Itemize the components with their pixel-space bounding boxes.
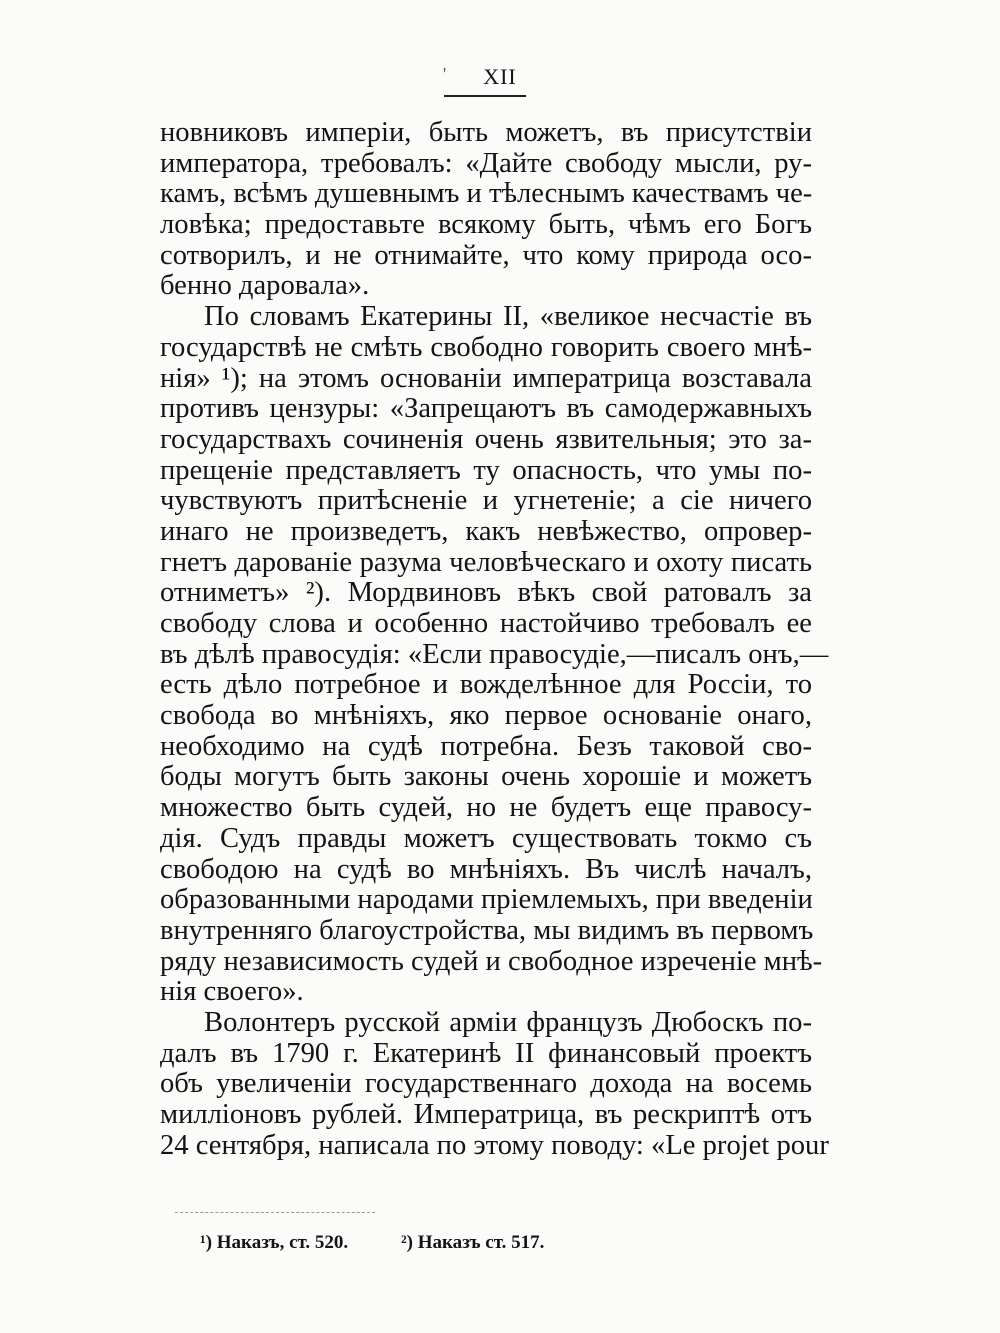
text-line: отниметъ» ²). Мордвиновъ вѣкъ свой ратовалъ за — [160, 577, 812, 609]
text-line: Волонтеръ русской арміи французъ Дюбоскъ по- — [204, 1006, 812, 1038]
page-header — [0, 64, 1000, 90]
text-line: въ дѣлѣ правосудія: «Если правосудіе,—писалъ онъ,— — [160, 638, 829, 670]
text-line: чувствуютъ притѣсненіе и угнетеніе; а сіе ничего — [160, 485, 812, 517]
text-line: государствѣ не смѣть свободно говорить своего мнѣ- — [160, 331, 812, 363]
text-line: ряду независимость судей и свободное изреченіе мнѣ- — [160, 945, 823, 977]
text-line: дія. Судъ правды можетъ существовать токмо съ — [160, 822, 812, 854]
text-line: множество быть судей, но не будетъ еще правосу- — [160, 792, 812, 824]
text-line: нія своего». — [160, 976, 304, 1008]
text-line: сотворилъ, и не отнимайте, что кому природа осо- — [160, 239, 812, 271]
text-line: милліоновъ рублей. Императрица, въ рескриптѣ отъ — [160, 1099, 812, 1130]
text-line: государствахъ сочиненія очень язвительныя; это за- — [160, 423, 812, 455]
footnotes — [200, 1232, 800, 1254]
text-line: свободу слова и особенно настойчиво требовалъ ее — [160, 608, 812, 639]
body-text — [160, 117, 829, 1161]
text-line: новниковъ имперіи, быть можетъ, въ присутствіи — [160, 117, 812, 148]
text-line: свобода во мнѣніяхъ, яко первое основаніе онаго, — [160, 700, 812, 732]
text-line: прещеніе представляетъ ту опасность, что умы по- — [160, 454, 812, 486]
text-line: внутренняго благоустройства, мы видимъ въ первомъ — [160, 914, 814, 946]
text-line: 24 сентября, написала по этому поводу: «Le projet pour — [160, 1129, 829, 1161]
text-line: камъ, всѣмъ душевнымъ и тѣлеснымъ качествамъ че- — [160, 178, 813, 210]
text-line: свободою на судѣ во мнѣніяхъ. Въ числѣ началъ, — [160, 853, 812, 885]
footnote-2: ²) Наказъ ст. 517. — [400, 1232, 545, 1253]
text-line: противъ цензуры: «Запрещаютъ въ самодержавныхъ — [160, 393, 812, 425]
footnote-1: ¹) Наказъ, ст. 520. — [200, 1232, 349, 1253]
text-line: По словамъ Екатерины II, «великое несчастіе въ — [204, 301, 812, 333]
footnote-rule — [175, 1212, 375, 1213]
text-line: объ увеличеніи государственнаго дохода на восемь — [160, 1068, 812, 1100]
text-line: инаго не произведетъ, какъ невѣжество, опровер- — [160, 515, 812, 547]
text-line: необходимо на судѣ потребна. Безъ таковой сво- — [160, 730, 812, 762]
text-line: гнетъ дарованіе разума человѣческаго и охоту писать — [160, 546, 812, 578]
text-line: далъ въ 1790 г. Екатеринѣ II финансовый проектъ — [160, 1037, 812, 1069]
text-line: нія» ¹); на этомъ основаніи императрица возставала — [160, 362, 812, 394]
text-line: боды могутъ быть законы очень хорошіе и можетъ — [160, 761, 812, 793]
header-mark: ' — [443, 64, 448, 84]
text-line: есть дѣло потребное и вожделѣнное для Россіи, то — [160, 669, 812, 701]
text-line: бенно даровала». — [160, 270, 370, 302]
header-rule — [444, 95, 526, 97]
text-line: ловѣка; предоставьте всякому быть, чѣмъ его Богъ — [160, 209, 812, 241]
text-line: образованными народами пріемлемыхъ, при введеніи — [160, 884, 813, 916]
page-number: XII — [483, 64, 517, 89]
text-line: императора, требовалъ: «Дайте свободу мысли, ру- — [160, 147, 812, 179]
